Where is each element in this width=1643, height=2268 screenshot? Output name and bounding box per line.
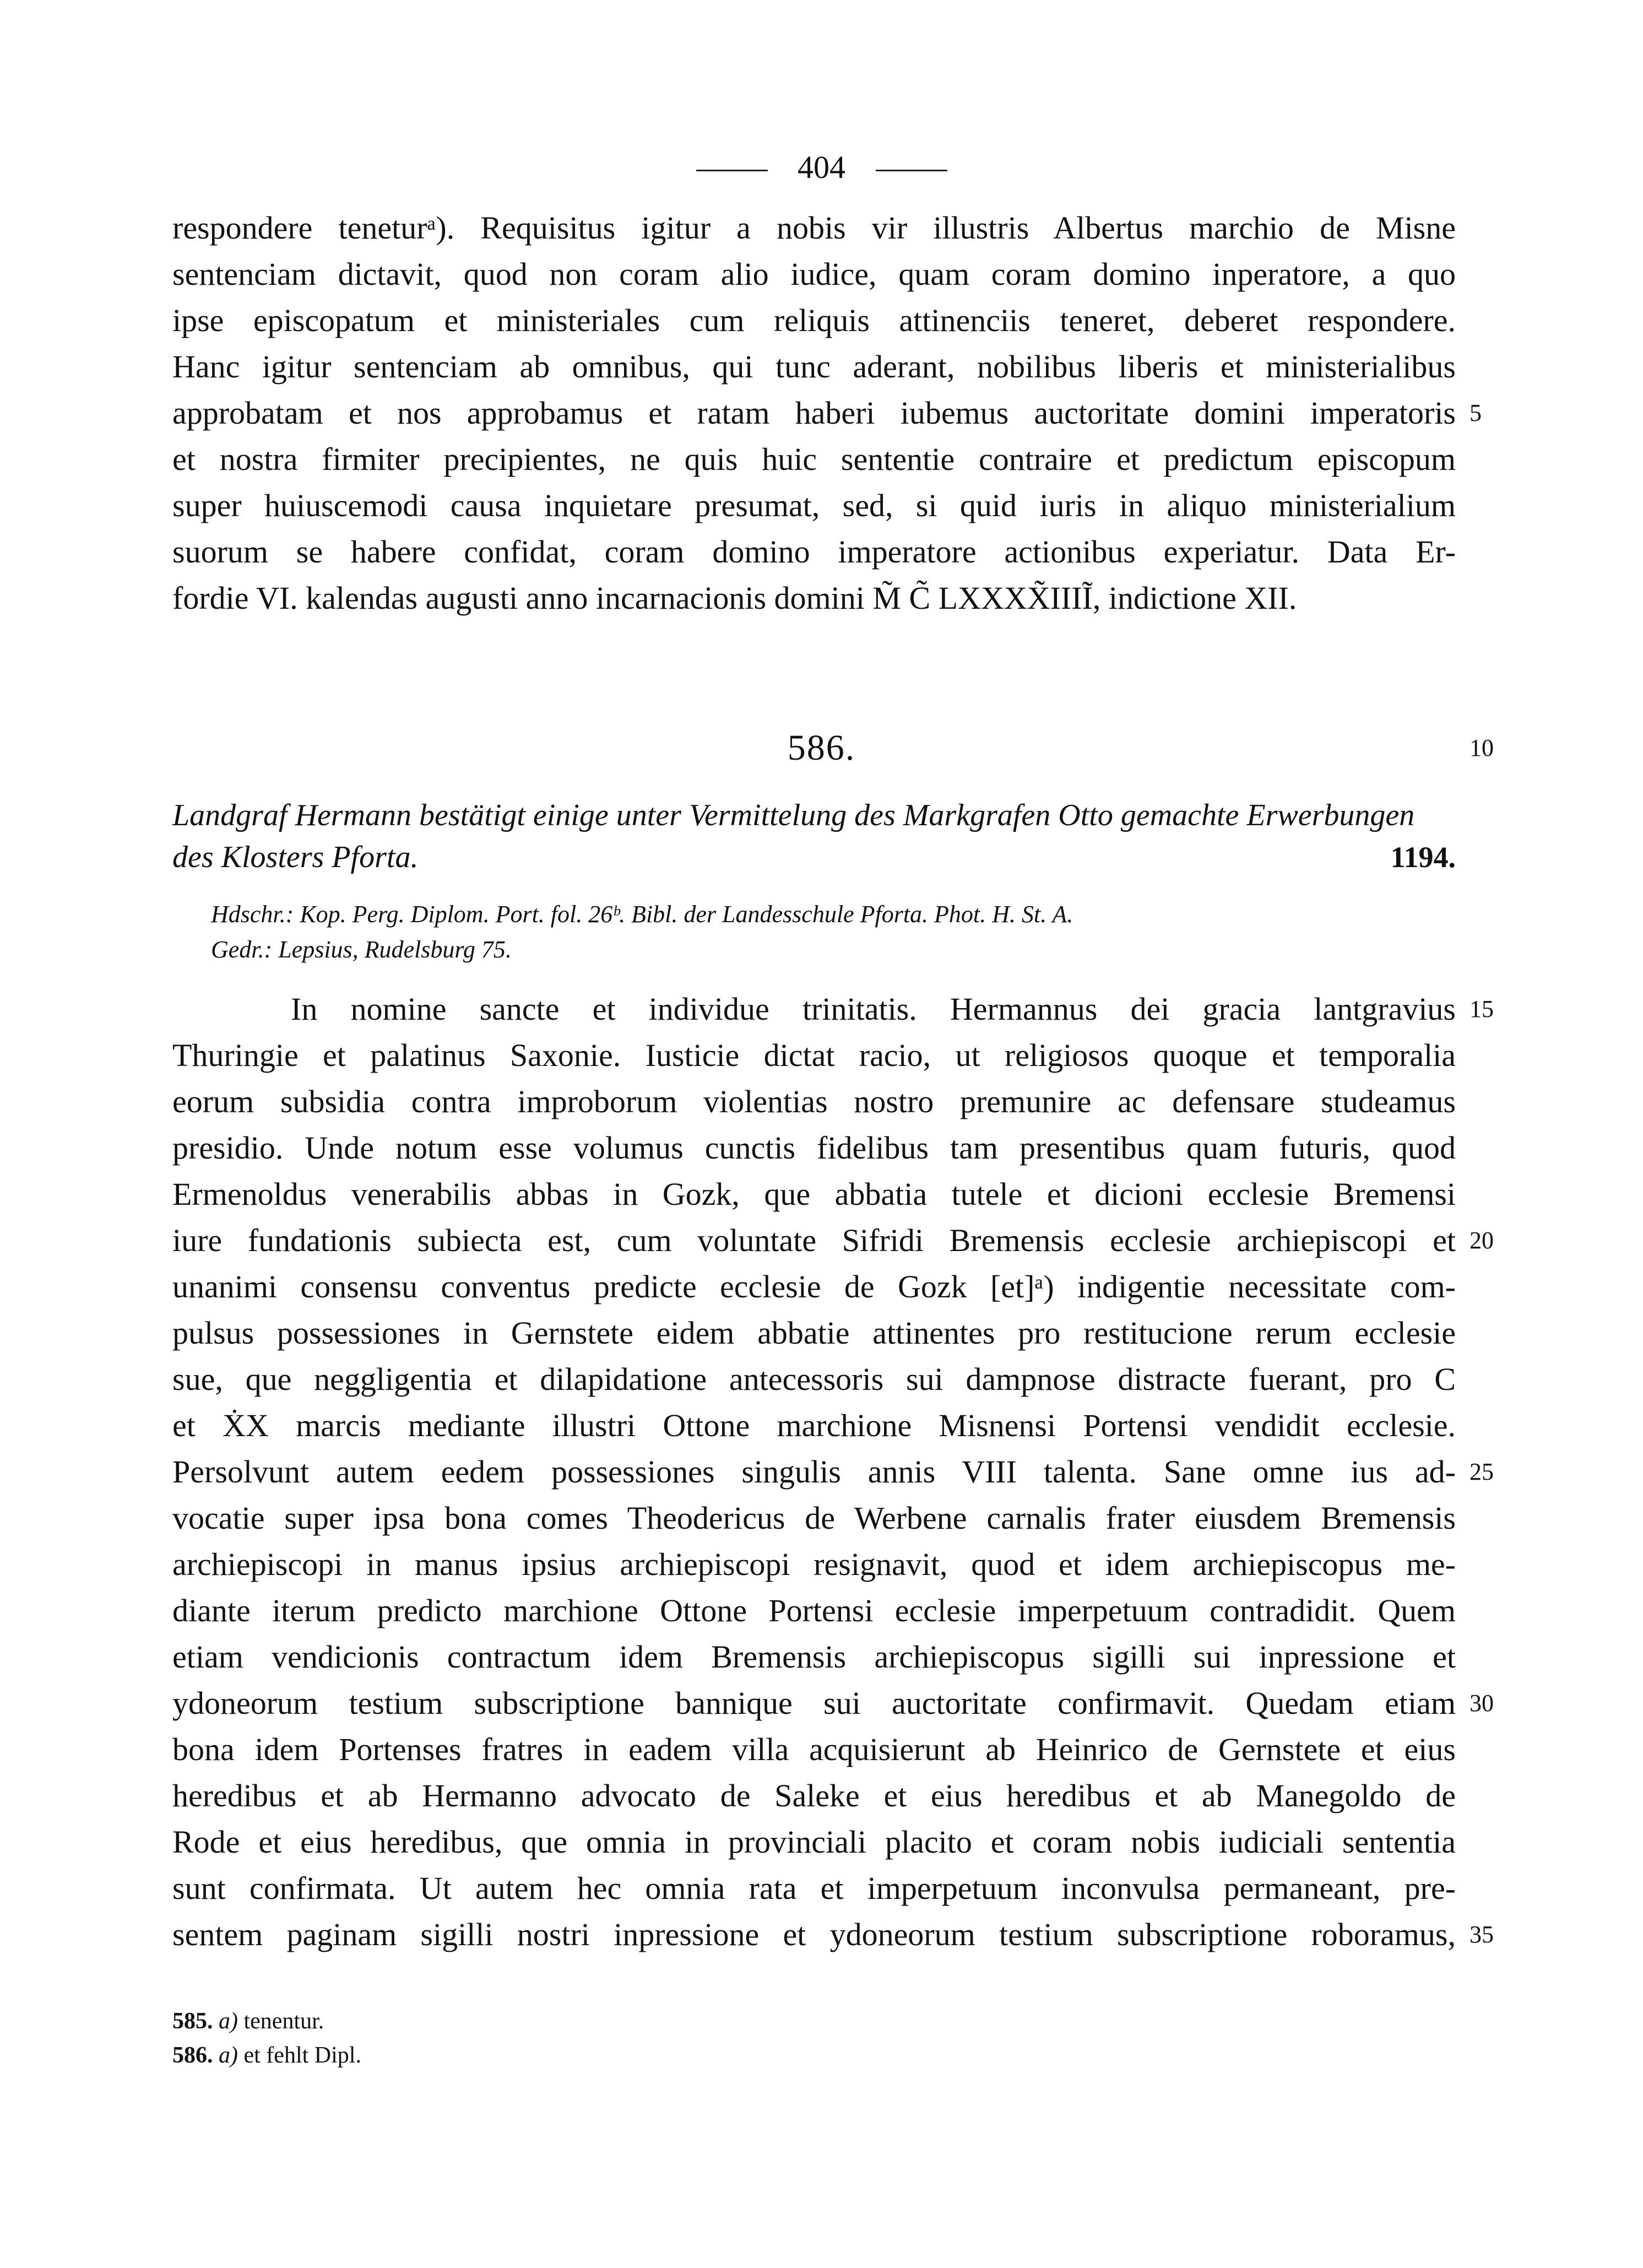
header-rule-right [876, 170, 947, 171]
text-line: sue, que neggligentia et dilapidatione antecessoris sui dampnose distracte fuerant, pro C [172, 1361, 1456, 1397]
line-number: 10 [1470, 734, 1494, 761]
regest-year: 1194. [1390, 841, 1456, 874]
page-number: 404 [798, 149, 845, 185]
text-line: super huiuscemodi causa inquietare presumat, sed, si quid iuris in aliquo ministerialium [172, 488, 1456, 523]
text-line: sentenciam dictavit, quod non coram alio iudice, quam coram domino inperatore, a quo [172, 256, 1456, 292]
text-line: iure fundationis subiecta est, cum voluntate Sifridi Bremensis ecclesie archiepiscopi et [172, 1222, 1456, 1258]
line-number: 20 [1470, 1227, 1494, 1254]
page-header [0, 149, 1643, 186]
text-line: archiepiscopi in manus ipsius archiepiscopi resignavit, quod et idem archiepiscopus me- [172, 1546, 1456, 1582]
regest-line: des Klosters Pforta. [172, 840, 419, 874]
text-line: pulsus possessiones in Gernstete eidem abbatie attinentes pro restitucione rerum ecclesie [172, 1315, 1456, 1351]
text-line: vocatie super ipsa bona comes Theodericus de Werbene carnalis frater eiusdem Bremensis [172, 1500, 1456, 1536]
text-line: Hanc igitur sentenciam ab omnibus, qui tunc aderant, nobilibus liberis et ministerialibus [172, 349, 1456, 385]
text-line: ipse episcopatum et ministeriales cum reliquis attinenciis teneret, deberet respondere. [172, 302, 1456, 338]
source-printed: Gedr.: Lepsius, Rudelsburg 75. [211, 936, 512, 963]
text-line: etiam vendicionis contractum idem Bremensis archiepiscopus sigilli sui inpressione et [172, 1639, 1456, 1675]
text-line: diante iterum predicto marchione Ottone Portensi ecclesie imperpetuum contradidit. Quem [172, 1593, 1456, 1628]
line-number: 25 [1470, 1458, 1494, 1485]
footnote-ref: 585. [172, 2009, 213, 2034]
footnote [172, 2004, 361, 2038]
footnote-ref: 586. [172, 2043, 213, 2068]
text-line: Rode et eius heredibus, que omnia in provinciali placito et coram nobis iudiciali sententia [172, 1824, 1456, 1860]
footnotes [172, 2004, 361, 2072]
text-line: ydoneorum testium subscriptione bannique sui auctoritate confirmavit. Quedam etiam [172, 1685, 1456, 1721]
footnote [172, 2038, 361, 2072]
line-number: 30 [1470, 1690, 1494, 1717]
header-rule-left [696, 170, 768, 171]
footnote-mark: a) [219, 2009, 238, 2034]
line-number: 35 [1470, 1921, 1494, 1948]
line-number: 15 [1470, 995, 1494, 1022]
footnote-text: tenentur. [243, 2009, 324, 2034]
text-line: presidio. Unde notum esse volumus cunctis fidelibus tam presentibus quam futuris, quod [172, 1130, 1456, 1166]
text-line: et nostra firmiter precipientes, ne quis huic sententie contraire et predictum episcopum [172, 441, 1456, 477]
line-number: 5 [1470, 399, 1482, 426]
text-line: Persolvunt autem eedem possessiones singulis annis VIII talenta. Sane omne ius ad- [172, 1454, 1456, 1490]
text-line: suorum se habere confidat, coram domino imperatore actionibus experiatur. Data Er- [172, 534, 1456, 570]
footnote-mark: a) [219, 2043, 238, 2068]
text-line: fordie VI. kalendas augusti anno incarnacionis domini M̃ C̃ LXXXX̃IIIĨ, indictione XII. [172, 580, 1297, 616]
text-line: In nomine sancte et individue trinitatis. Hermannus dei gracia lantgravius [291, 991, 1456, 1027]
source-manuscript: Hdschr.: Kop. Perg. Diplom. Port. fol. 26ᵇ. Bibl. der Landesschule Pforta. Phot. H. St. A. [211, 901, 1073, 928]
footnote-text: et fehlt Dipl. [243, 2043, 361, 2068]
document-number: 586. [787, 728, 856, 768]
text-line: sunt confirmata. Ut autem hec omnia rata et imperpetuum inconvulsa permaneant, pre- [172, 1870, 1456, 1906]
text-line: et ẊX marcis mediante illustri Ottone marchione Misnensi Portensi vendidit ecclesie. [172, 1408, 1456, 1443]
text-line: bona idem Portenses fratres in eadem villa acquisierunt ab Heinrico de Gernstete et eius [172, 1731, 1456, 1767]
text-line: Ermenoldus venerabilis abbas in Gozk, que abbatia tutele et dicioni ecclesie Bremensi [172, 1176, 1456, 1212]
text-line: eorum subsidia contra improborum violentias nostro premunire ac defensare studeamus [172, 1084, 1456, 1119]
text-line: approbatam et nos approbamus et ratam haberi iubemus auctoritate domini imperatoris [172, 395, 1456, 431]
text-line: respondere teneturᵃ). Requisitus igitur a nobis vir illustris Albertus marchio de Misne [172, 210, 1456, 246]
text-line: Thuringie et palatinus Saxonie. Iusticie dictat racio, ut religiosos quoque et temporalia [172, 1037, 1456, 1073]
text-line: unanimi consensu conventus predicte ecclesie de Gozk [et]ᵃ) indigentie necessitate com- [172, 1269, 1456, 1304]
text-line: sentem paginam sigilli nostri inpressione et ydoneorum testium subscriptione roboramus, [172, 1917, 1456, 1952]
regest-line: Landgraf Hermann bestätigt einige unter Vermittelung des Markgrafen Otto gemachte Erwerbungen [172, 798, 1415, 832]
text-line: heredibus et ab Hermanno advocato de Saleke et eius heredibus et ab Manegoldo de [172, 1778, 1456, 1814]
